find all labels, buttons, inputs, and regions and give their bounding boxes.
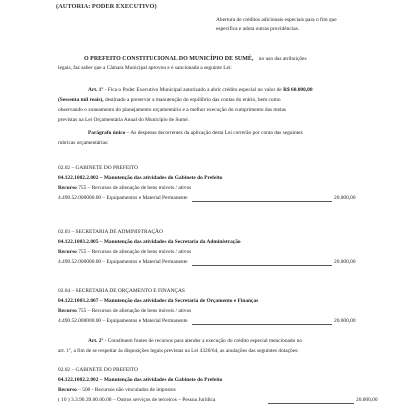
paragraph-label: Parágrafo único (88, 130, 126, 136)
block-4-resource-text: – 500 - Recursos não vinculados de impostos (78, 387, 176, 393)
block-3-org: 02.04 – SECRETARIA DE ORÇAMENTO E FINANÇAS (58, 288, 185, 294)
article-2-line-2: art. 1º, a fim de se respeitar às disposições legais previstas na Lei 4320/64, as anulações das seguintes dotações: (58, 348, 299, 354)
article-1-line-2 (58, 98, 281, 103)
block-1-resource-text: 755 – Recursos de alienação de bens móveis / ativos (78, 185, 192, 191)
block-1-item: 4.490.52.000000.00 – Equipamentos e Material Permanente (58, 195, 188, 201)
article-1-text-2: destinado a preservar a manutenção do equilíbrio das contas do erário, bem como (104, 97, 281, 103)
block-4-resource (58, 388, 176, 393)
block-2-action: 04.122.1003.2.005 – Manutenção das atividades da Secretaria da Administração (58, 239, 241, 245)
paragraph-line-2: rubricas orçamentárias: (58, 140, 109, 146)
block-3-item: 4.490.52.000000.00 – Equipamentos e Material Permanente (58, 318, 188, 324)
block-2-item: 4.490.52.000000.00 – Equipamentos e Material Permanente (58, 259, 188, 265)
block-2-resource-label: Recurso (58, 249, 77, 255)
block-4-org: 02.02 – GABINETE DO PREFEITO (58, 367, 139, 373)
block-2-org: 02.03 – SECRETARIA DE ADMINISTRAÇÃO (58, 229, 163, 235)
preamble-rest: no uso das atribuições (258, 56, 307, 62)
abstract-line-2: especifica e adota outras providências. (216, 26, 300, 32)
block-3-resource-label: Recurso (58, 308, 77, 314)
preamble-line-2: legais, faz saber que a Câmara Municipal aprovou e é sancionada a seguinte Lei: (58, 65, 232, 71)
article-1-value-words: (Sessenta mil reais), (58, 97, 104, 103)
article-1-line-1 (88, 88, 313, 93)
article-1-label: Art. 1º (88, 87, 104, 93)
article-1-line-4: previstas na Lei Orçamentária Anual do Município de Sumé. (58, 117, 189, 123)
block-3-amount: 20.000,00 (334, 318, 356, 324)
article-2-label: Art. 2º (88, 338, 104, 344)
block-1-action: 04.122.1002.2.002 – Manutenção das atividades do Gabinete do Prefeito (58, 175, 223, 181)
block-2-leader-line (192, 265, 332, 266)
block-2-resource (58, 250, 191, 255)
paragraph-line-1 (88, 131, 303, 136)
block-1-leader-line (192, 201, 332, 202)
block-1-org: 02.02 – GABINETE DO PREFEITO (58, 165, 139, 171)
article-1-value: R$ 60.000,00 (283, 87, 313, 93)
block-4-amount: 20.000,00 (356, 397, 378, 403)
authorship-header: (AUTORIA: PODER EXECUTIVO) (56, 3, 157, 10)
abstract-line-1: Abertura de créditos adicionais especiais para o fim que (216, 17, 337, 23)
block-1-resource (58, 186, 191, 191)
article-1-line-3: observando o zoneamento do planejamento orçamentário e a melhor execução do cumprimento das metas (58, 107, 286, 113)
block-3-resource (58, 309, 191, 314)
article-2-line-1 (88, 339, 302, 344)
block-4-resource-label: Recurso (58, 387, 77, 393)
block-1-amount: 20.000,00 (334, 195, 356, 201)
block-1-resource-label: Recurso (58, 185, 77, 191)
block-3-leader-line (192, 324, 332, 325)
block-3-action: 04.122.1003.2.007 – Manutenção das atividades da Secretaria de Orçamento e Finanças (58, 298, 259, 304)
block-4-leader-line (268, 403, 354, 404)
block-3-resource-text: 755 – Recursos de alienação de bens móveis / ativos (78, 308, 192, 314)
block-4-item: ( 10 ) 3.3.90.39.00.00.00 – Outros serviços de terceiros – Pessoa Jurídica (58, 397, 216, 403)
preamble-bold: O PREFEITO CONSTITUCIONAL DO MUNICÍPIO DE SUMÉ, (84, 56, 254, 62)
block-2-amount: 20.000,00 (334, 259, 356, 265)
preamble-line-1 (84, 56, 307, 62)
block-4-action: 04.122.1002.2.002 – Manutenção das atividades do Gabinete do Prefeito (58, 377, 223, 383)
block-2-resource-text: 755 – Recursos de alienação de bens móveis / ativos (78, 249, 192, 255)
article-1-text-1: - Fica o Poder Executivo Municipal autorizado a abrir crédito especial no valor de (104, 87, 282, 93)
paragraph-text-1: – As despesas decorrentes da aplicação desta Lei correrão por conta das seguintes (126, 130, 303, 136)
article-2-text-1: - Constituem fontes de recursos para atender a execução do crédito especial mencionado no (104, 338, 303, 344)
